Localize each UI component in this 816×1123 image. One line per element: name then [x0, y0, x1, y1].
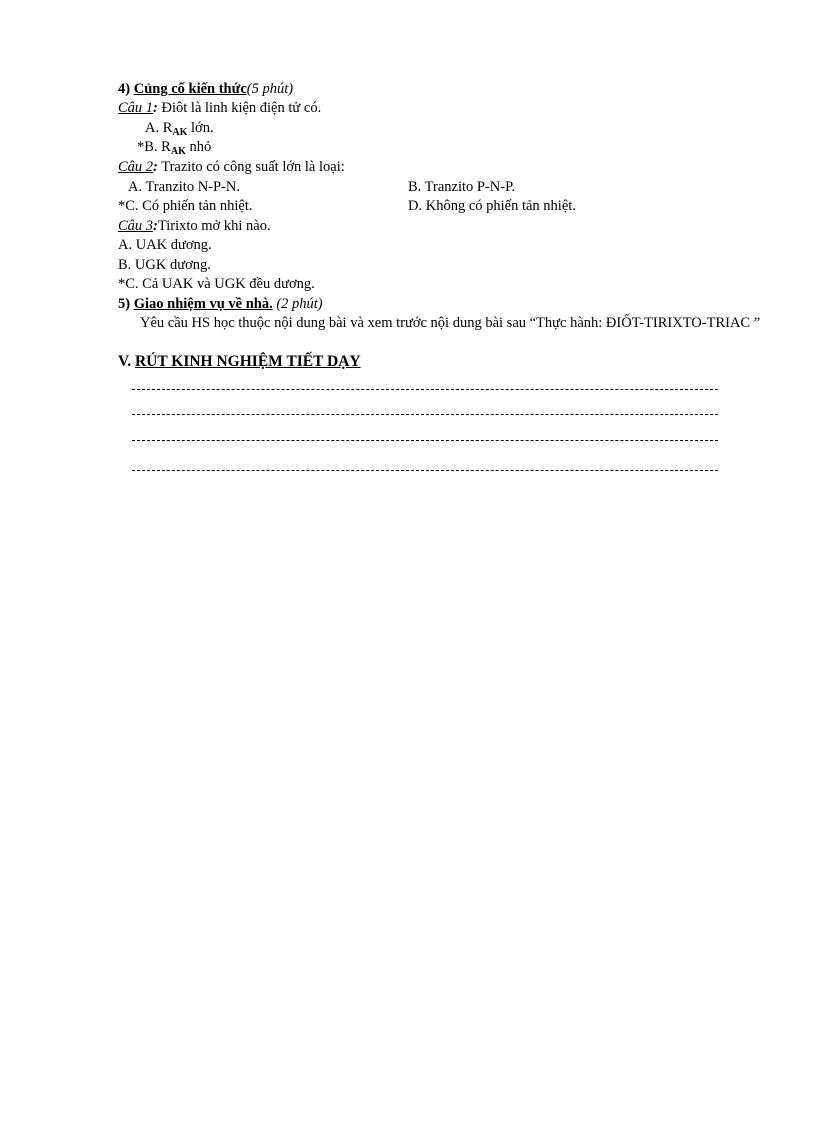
question-1-option-b: *B. $R_{AK}$ nhỏ [137, 139, 212, 157]
question-1-option-a: A. $R_{AK}$ lớn. [145, 120, 214, 138]
section-5-heading [118, 295, 323, 313]
question-2-option-b: B. Tranzito P-N-P. [408, 179, 516, 195]
section-5-body: Yêu cầu HS học thuộc nội dung bài và xem trước nội dung bài sau “Thực hành: ĐIỐT-TIRIXTO-TRIAC ” [140, 315, 761, 331]
question-1-text: Điôt là linh kiện điện tử có. [157, 100, 322, 116]
notes-dashed-line [132, 440, 718, 441]
question-2-label: Câu 2 [118, 159, 154, 175]
notes-dashed-line [132, 470, 718, 471]
section-v-heading [118, 353, 361, 371]
question-3-label: Câu 3 [118, 218, 154, 234]
question-2-option-d: D. Không có phiến tản nhiệt. [408, 198, 576, 214]
section-5-number: 5) [118, 296, 131, 312]
question-3-option-b: B. UGK dương. [118, 257, 211, 273]
question-3-option-c: *C. Cả UAK và UGK đều dương. [118, 276, 315, 292]
section-4-time: (5 phút) [246, 81, 294, 97]
section-v-number: V. [118, 353, 132, 370]
section-5-title: Giao nhiệm vụ về nhà. [133, 296, 273, 312]
question-2: Câu 2: Trazito có công suất lớn là loại: [118, 159, 345, 175]
section-v-title: RÚT KINH NGHIỆM TIẾT DẠY [134, 353, 361, 370]
section-4-number: 4) [118, 81, 131, 97]
question-1: Câu 1: Điôt là linh kiện điện tử có. [118, 100, 322, 116]
section-4-title: Củng cố kiến thức [133, 81, 247, 97]
question-3: Câu 3:Tirixto mở khi nào. [118, 218, 271, 234]
section-5-time: (2 phút) [272, 296, 323, 312]
question-2-option-a: A. Tranzito N-P-N. [128, 179, 240, 195]
question-3-option-a: A. UAK dương. [118, 237, 212, 253]
question-3-text: Tirixto mở khi nào. [157, 218, 271, 234]
question-2-option-c: *C. Có phiến tản nhiệt. [118, 198, 253, 214]
notes-dashed-line [132, 414, 718, 415]
section-4-heading [118, 80, 293, 98]
notes-dashed-line [132, 389, 718, 390]
question-2-text: Trazito có công suất lớn là loại: [157, 159, 345, 175]
question-1-label: Câu 1 [118, 100, 154, 116]
